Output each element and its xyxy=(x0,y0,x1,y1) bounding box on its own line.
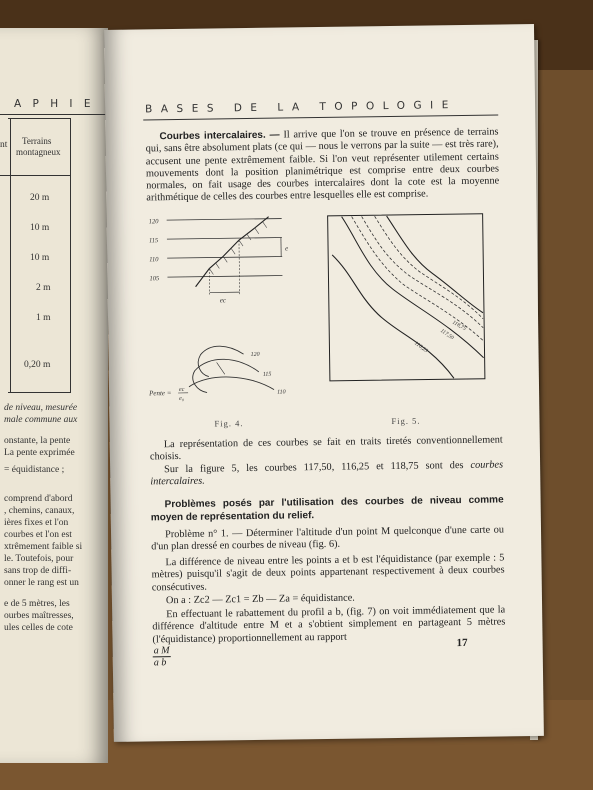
left-note: ourbes maîtresses, xyxy=(4,611,74,621)
left-note: , chemins, canaux, xyxy=(4,506,75,516)
fig4-level-label: 110 xyxy=(149,256,159,264)
ratio-numerator: a M xyxy=(153,645,170,657)
fig5-contour-label: 117,50 xyxy=(439,328,455,342)
fig5-caption: Fig. 5. xyxy=(391,415,421,427)
intro-title: Courbes intercalaires. — xyxy=(159,129,280,143)
fig5-intercalary-contour xyxy=(375,215,483,320)
fig5-paragraph-text: Sur la figure 5, les courbes 117,50, 116,25 et 118,75 sont des xyxy=(164,459,471,476)
level-difference-paragraph xyxy=(151,552,504,594)
left-note: e de 5 mètres, les xyxy=(4,599,70,609)
left-note: le. Toutefois, pour xyxy=(4,554,74,564)
fig4-hatching xyxy=(209,222,268,275)
fig5-contour-label: 116,25 xyxy=(413,340,429,355)
rabattement-paragraph xyxy=(152,604,505,646)
equation-text: On a : Zc2 — Zc1 = Zb — Za = équidistance. xyxy=(165,592,355,607)
fig5-paragraph xyxy=(150,459,503,489)
figure-5 xyxy=(327,213,487,383)
fig4-level-line xyxy=(167,238,282,240)
left-note: de niveau, mesurée xyxy=(4,403,78,413)
running-header: BASES DE LA TOPOLOGIE xyxy=(145,99,457,116)
table-header-rule xyxy=(0,175,70,176)
fig5-intercalary-contour xyxy=(362,215,484,330)
intro-paragraph xyxy=(145,127,499,206)
table-col2-header-line2: montagneux xyxy=(16,147,61,157)
table-value: 20 m xyxy=(30,193,50,203)
rabattement-text: En effectuant le rabattement du profil a b, (fig. 7) on voit immédiatement que la différence d'altitude entre M et a s'obtient simplement en partageant 5 mètres (l'équidistance) proportionnellement au rapport xyxy=(152,604,506,645)
fig4-formula-label: Pente = xyxy=(149,389,172,398)
fig4-contour xyxy=(189,376,274,391)
table-col1-header: nt xyxy=(0,140,8,150)
left-note: La pente exprimée xyxy=(4,448,75,458)
fig5-paragraph-italic: courbes intercalaires. xyxy=(150,459,504,488)
fig5-contour xyxy=(387,215,483,314)
fig4-gradient-mark xyxy=(217,362,225,374)
dashed-lines-text: La représentation de ces courbes se fait en traits tiretés conventionnellement choisis. xyxy=(149,434,503,463)
fig4-ec-label: ec xyxy=(219,296,227,305)
left-note: ières fixes et l'on xyxy=(4,518,69,528)
intro-text: Il arrive que l'on se trouve en présence de terrains qui, sans être absolument plats (ce qui — nous le verrons par la suite — est très rare), accusent une pente extrêmement faible. Si l'on veut représenter utilement certains mouvements dont la position planimétrique est comprise entre deux courbes normales, on fait usage des courbes intercalaires dont la cote est la moyenne arithmétique de celles des courbes entre lesquelles elle est comprise. xyxy=(145,126,500,204)
left-note: onner le rang est un xyxy=(4,578,79,588)
fig4-formula-denominator: e₀ xyxy=(179,395,184,402)
table-value: 1 m xyxy=(36,313,51,323)
table-divider xyxy=(10,119,11,392)
table-value: 0,20 m xyxy=(24,360,51,370)
section-title xyxy=(151,494,504,524)
fig4-contour-label: 120 xyxy=(250,351,260,358)
problem-1-paragraph xyxy=(151,524,504,554)
fig5-contour xyxy=(332,253,454,380)
left-table xyxy=(0,118,71,393)
page-number: 17 xyxy=(456,636,468,650)
fig4-e-label: e xyxy=(285,244,289,253)
left-note: sans trop de diffi- xyxy=(4,566,72,576)
fig4-level-label: 120 xyxy=(148,218,159,226)
fig4-level-line xyxy=(167,257,282,259)
section-title-text: Problèmes posés par l'utilisation des courbes de niveau comme moyen de représentation du relief. xyxy=(150,494,504,523)
left-header-rule xyxy=(0,114,108,115)
header-rule xyxy=(143,115,498,121)
ratio-fraction xyxy=(153,645,171,668)
fig4-contour-label: 115 xyxy=(262,371,272,378)
fig4-formula-numerator: ec xyxy=(178,386,185,393)
fig5-frame xyxy=(328,214,485,381)
fig5-contour xyxy=(342,215,484,360)
fig4-contour-label: 110 xyxy=(277,389,286,396)
fig4-projection-line xyxy=(239,240,240,294)
right-page xyxy=(104,24,544,742)
figure-4 xyxy=(147,213,315,415)
fig4-level-label: 105 xyxy=(149,275,160,283)
left-note: ules celles de cote xyxy=(4,623,73,633)
left-page xyxy=(0,28,108,763)
left-note: onstante, la pente xyxy=(4,436,71,446)
table-col2-header-line1: Terrains xyxy=(22,136,52,146)
table-value: 10 m xyxy=(30,253,50,263)
fig4-level-label: 115 xyxy=(148,237,159,245)
fig5-contour-label: 118,75 xyxy=(451,319,467,333)
fig4-caption: Fig. 4. xyxy=(214,418,244,429)
fig4-contour xyxy=(193,359,260,393)
table-value: 2 m xyxy=(36,283,51,293)
left-note: comprend d'abord xyxy=(4,494,73,504)
left-note: courbes et l'on est xyxy=(4,530,72,540)
level-difference-text: La différence de niveau entre les points a et b est l'équidistance (par exemple : 5 mètres) puisqu'il s'agit de deux points appartenant respectivement à deux courbes consécutives. xyxy=(151,552,505,593)
ratio-denominator: a b xyxy=(153,657,167,669)
fig4-level-line xyxy=(167,276,282,278)
left-note: xtrêmement faible si xyxy=(4,542,83,552)
left-note: male commune aux xyxy=(4,415,78,425)
table-value: 10 m xyxy=(30,223,50,233)
problem-1-text: Problème n° 1. — Déterminer l'altitude d'un point M quelconque d'une carte ou d'un plan dressé en courbes de niveau (fig. 6). xyxy=(151,524,505,553)
left-running-header: A P H I E xyxy=(14,98,95,110)
left-note: = équidistance ; xyxy=(4,465,65,475)
fig5-intercalary-contour xyxy=(352,215,484,343)
